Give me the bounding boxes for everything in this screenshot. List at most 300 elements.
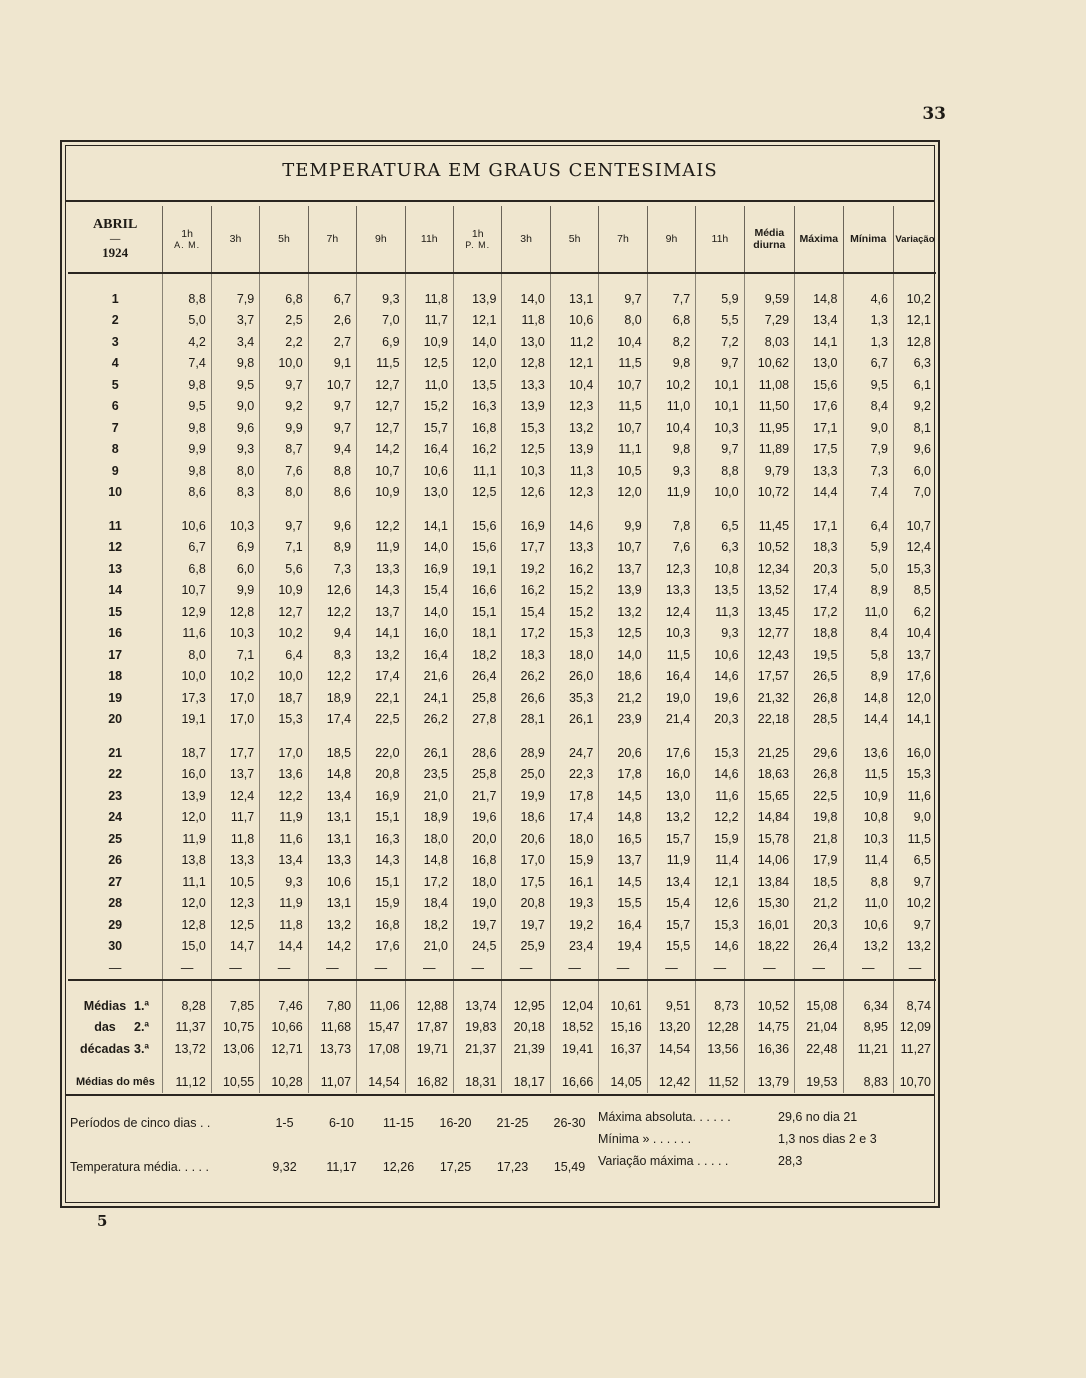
table-cell: 8,95 [843,1017,893,1039]
table-cell: 26,1 [550,709,598,731]
table-cell: 7,6 [647,537,695,559]
table-row [68,396,936,418]
table-cell: 15,9 [550,850,598,872]
page-number: 33 [922,104,946,124]
table-cell: 11,9 [260,807,308,829]
table-cell: 6,0 [211,558,259,580]
col-label: Média [754,227,785,239]
spacer-cell [163,1060,211,1072]
table-cell: 14,3 [357,580,405,602]
table-cell: 9,6 [211,417,259,439]
table-cell: 13,45 [744,601,794,623]
temp-media-row [70,1160,598,1174]
table-cell: 17,5 [795,439,843,461]
table-cell: 9,2 [260,396,308,418]
table-cell: 8,0 [599,310,647,332]
table-cell: 23,9 [599,709,647,731]
table-cell: 13,1 [550,273,598,310]
table-cell: 16,82 [405,1072,453,1094]
table-cell: 12,6 [696,893,744,915]
table-cell: 10,7 [599,417,647,439]
table-cell: 9,3 [211,439,259,461]
table-cell: 12,0 [599,482,647,504]
table-cell: — [308,957,356,980]
header-month [68,206,163,273]
table-cell: 15,4 [647,893,695,915]
table-cell: 11,5 [599,396,647,418]
table-cell: — [744,957,794,980]
table-cell: 11,1 [453,460,501,482]
table-cell: 9,5 [211,374,259,396]
table-cell: 10,6 [308,871,356,893]
table-cell: 19,8 [795,807,843,829]
table-cell: 14,0 [453,331,501,353]
table-cell: 17,4 [550,807,598,829]
table-cell: 12,95 [502,981,550,1017]
table-cell: 15,0 [163,936,211,958]
table-cell: 22,18 [744,709,794,731]
table-cell: 19,2 [502,558,550,580]
table-cell: 16,4 [599,914,647,936]
header-minima [843,206,893,273]
table-cell: 1,3 [843,310,893,332]
table-cell: 26,4 [453,666,501,688]
table-cell: 16,5 [599,828,647,850]
spacer-cell [599,503,647,515]
table-cell: 10,1 [696,396,744,418]
table-cell: 35,3 [550,687,598,709]
table-cell: 10,6 [550,310,598,332]
decada-word: das [94,1020,116,1035]
table-cell: 11,45 [744,515,794,537]
table-cell: 18,7 [260,687,308,709]
table-cell: 20,6 [502,828,550,850]
header-5h [260,206,308,273]
table-cell: 13,84 [744,871,794,893]
table-cell: 13,4 [795,310,843,332]
header-11h [405,206,453,273]
table-cell: 15,9 [696,828,744,850]
table-cell: 10,8 [696,558,744,580]
spacer-cell [211,503,259,515]
temp-media-cell: 17,25 [439,1160,472,1174]
table-cell: 14,1 [795,331,843,353]
table-cell: 15,5 [647,936,695,958]
table-row [68,331,936,353]
table-cell: — [260,957,308,980]
table-cell: 15,3 [550,623,598,645]
table-cell: 8,28 [163,981,211,1017]
table-cell: 26,2 [405,709,453,731]
table-cell: 13,72 [163,1038,211,1060]
table-row [68,742,936,764]
table-cell: 11,52 [696,1072,744,1094]
min-row [598,1128,928,1150]
table-cell: 10,4 [550,374,598,396]
table-cell: 13,4 [647,871,695,893]
table-cell: 9,5 [163,396,211,418]
table-cell: 12,2 [260,785,308,807]
period-cell: 26-30 [553,1116,586,1130]
table-cell: 8,4 [843,396,893,418]
spacer-cell [308,1060,356,1072]
table-cell: 12,5 [405,353,453,375]
table-cell: 8,73 [696,981,744,1017]
max-abs-row [598,1106,928,1128]
am-label: A. M. [174,240,201,250]
table-row [68,828,936,850]
table-row [68,273,936,310]
month-dash: — [109,233,121,245]
signature-number: 5 [97,1212,108,1230]
table-cell: 8,83 [843,1072,893,1094]
table-cell: 17,6 [647,742,695,764]
table-cell: 17,2 [795,601,843,623]
table-cell: 12,9 [163,601,211,623]
col-label: Variação [895,234,935,245]
decada-row [68,981,936,1017]
table-cell: 19,71 [405,1038,453,1060]
table-cell: 13,7 [211,764,259,786]
table-cell: 12,3 [550,396,598,418]
table-cell: 6,8 [163,558,211,580]
table-cell: 12,2 [696,807,744,829]
table-cell: 21,32 [744,687,794,709]
table-cell: 19,7 [453,914,501,936]
header-3h [211,206,259,273]
table-cell: 17,6 [893,666,936,688]
table-cell: 14,4 [260,936,308,958]
col-label: 5h [278,233,290,245]
table-cell: 11,21 [843,1038,893,1060]
spacer-cell [357,730,405,742]
table-cell: — [405,957,453,980]
col-label: 3h [229,233,242,245]
table-cell: 12,4 [647,601,695,623]
period-cell: 16-20 [439,1116,472,1130]
table-cell: 10,52 [744,981,794,1017]
table-cell: — [550,957,598,980]
table-cell: 18,5 [308,742,356,764]
table-cell: 2,6 [308,310,356,332]
table-cell: 10,3 [647,623,695,645]
table-cell: 12,1 [550,353,598,375]
table-cell: 12,6 [502,482,550,504]
spacer-cell [502,1060,550,1072]
table-cell: 17,9 [795,850,843,872]
table-cell: 17,08 [357,1038,405,1060]
header-maxima [795,206,843,273]
table-cell: 18,52 [550,1017,598,1039]
table-cell: 13,0 [795,353,843,375]
table-cell: 18,0 [550,644,598,666]
table-cell: 13,2 [357,644,405,666]
table-cell: 28,1 [502,709,550,731]
table-cell: 10,6 [696,644,744,666]
table-cell: 20,3 [696,709,744,731]
table-cell: 9,79 [744,460,794,482]
table-cell: 14,4 [843,709,893,731]
table-cell: 16,36 [744,1038,794,1060]
table-cell: 14,3 [357,850,405,872]
decada-row [68,1017,936,1039]
table-cell: 8,9 [843,580,893,602]
table-row [68,460,936,482]
table-cell: 13,1 [308,828,356,850]
table-cell: 26,5 [795,666,843,688]
table-cell: 9,7 [893,914,936,936]
table-cell: 16,0 [647,764,695,786]
table-cell: 17,8 [599,764,647,786]
table-cell: 12,0 [163,893,211,915]
table-row [68,374,936,396]
table-cell: 12,1 [453,310,501,332]
table-cell: 11,12 [163,1072,211,1094]
table-cell: 4,2 [163,331,211,353]
table-cell: 15,1 [357,807,405,829]
table-cell: 13,5 [696,580,744,602]
spacer-cell [357,1060,405,1072]
table-cell: 12,3 [550,482,598,504]
table-cell: 14,0 [405,537,453,559]
table-cell: 11,9 [163,828,211,850]
table-cell: 17,3 [163,687,211,709]
table-cell: 14,54 [647,1038,695,1060]
table-cell: 18,4 [405,893,453,915]
table-cell: 22 [108,767,123,782]
table-cell: 11,7 [211,807,259,829]
spacer-cell [502,503,550,515]
table-cell: 10,3 [211,623,259,645]
table-cell: 12,4 [893,537,936,559]
table-cell: 15,1 [453,601,501,623]
var-label: Variação máxima . . . . . [598,1154,729,1168]
table-cell: 23 [108,788,123,803]
spacer-cell [795,503,843,515]
periods-label: Períodos de cinco dias . . [70,1116,211,1130]
table-cell: 29,6 [795,742,843,764]
table-cell: 17,2 [405,871,453,893]
table-cell: 15,3 [893,558,936,580]
table-cell: 13,0 [405,482,453,504]
table-cell: 17,0 [211,709,259,731]
table-cell: 15,3 [260,709,308,731]
table-cell: 9,0 [843,417,893,439]
table-cell: — [599,957,647,980]
table-cell: 15,08 [795,981,843,1017]
spacer-cell [453,730,501,742]
table-cell: 12,6 [308,580,356,602]
table-cell: — [108,961,122,975]
table-cell: 14,5 [599,871,647,893]
table-cell: 8,8 [843,871,893,893]
table-cell: 12,1 [893,310,936,332]
table-cell: 10,61 [599,981,647,1017]
table-cell: 5,6 [260,558,308,580]
table-cell: 14,0 [599,644,647,666]
table-cell: 20,8 [502,893,550,915]
decada-label [68,1038,163,1060]
table-cell: 12,4 [211,785,259,807]
table-cell: 9,8 [211,353,259,375]
table-cell: 12,88 [405,981,453,1017]
spacer-cell [260,1060,308,1072]
table-row [68,601,936,623]
table-cell: 13,3 [357,558,405,580]
table-cell: 2 [111,313,119,328]
table-cell: 18,8 [795,623,843,645]
table-cell: 15,3 [696,914,744,936]
table-row [68,439,936,461]
table-cell: 15,6 [795,374,843,396]
table-cell: 6,7 [163,537,211,559]
spacer-cell [696,1060,744,1072]
table-row [68,417,936,439]
table-cell: 16,4 [647,666,695,688]
table-cell: 14,6 [696,936,744,958]
spacer-cell [308,730,356,742]
table-cell: 10,1 [696,374,744,396]
table-cell: 15,7 [647,914,695,936]
table-cell: 19,83 [453,1017,501,1039]
table-cell: 3 [111,334,119,349]
table-cell: 13,4 [308,785,356,807]
table-cell: 10,0 [163,666,211,688]
table-cell: 28,5 [795,709,843,731]
table-cell: 16,8 [357,914,405,936]
col-label: 11h [711,233,729,245]
table-cell: 17 [108,647,123,662]
table-cell: 11,8 [405,273,453,310]
table-cell: 13 [108,561,123,576]
header-variacao [893,206,936,273]
table-cell: 10,6 [405,460,453,482]
table-cell: 13,6 [843,742,893,764]
table-cell: 8,0 [260,482,308,504]
table-cell: 12,2 [357,515,405,537]
table-cell: 15,47 [357,1017,405,1039]
table-row [68,709,936,731]
spacer-cell [260,730,308,742]
table-cell: 9,7 [696,439,744,461]
table-cell: 19,1 [163,709,211,731]
table-cell: 7,4 [843,482,893,504]
table-cell: 14,6 [696,764,744,786]
group-spacer [68,730,936,742]
table-cell: 9,8 [163,460,211,482]
col-label: 11h [420,233,438,245]
table-cell: 10,8 [843,807,893,829]
table-cell: 16,0 [405,623,453,645]
max-abs-value: 29,6 no dia 21 [778,1110,858,1124]
table-cell: 6,2 [893,601,936,623]
table-cell: 10,5 [599,460,647,482]
spacer-cell [405,730,453,742]
table-cell: 16,9 [405,558,453,580]
table-cell: 10,28 [260,1072,308,1094]
table-row [68,537,936,559]
table-cell: 21,04 [795,1017,843,1039]
table-cell: 18,63 [744,764,794,786]
table-cell: 8,74 [893,981,936,1017]
table-cell: 22,5 [357,709,405,731]
spacer-cell [843,730,893,742]
table-cell: 7,4 [163,353,211,375]
table-cell: 8,4 [843,623,893,645]
table-cell: 21,39 [502,1038,550,1060]
table-cell: 12,8 [163,914,211,936]
table-cell: — [843,957,893,980]
table-cell: — [696,957,744,980]
table-cell: 7,7 [647,273,695,310]
table-cell: 28 [108,896,123,911]
table-cell: 12,71 [260,1038,308,1060]
table-cell: 10,4 [599,331,647,353]
table-cell: 16,66 [550,1072,598,1094]
table-cell: 9,4 [308,623,356,645]
table-cell: 8,8 [696,460,744,482]
table-cell: 9,7 [308,396,356,418]
table-cell: 13,0 [502,331,550,353]
table-cell: 10,2 [893,893,936,915]
summary-footer [70,1102,932,1202]
spacer-cell [68,1060,163,1072]
table-cell: 26,0 [550,666,598,688]
table-cell: 12,3 [647,558,695,580]
table-cell: 11,5 [599,353,647,375]
temp-media-cell: 11,17 [326,1160,357,1174]
table-cell: 4,6 [843,273,893,310]
table-cell: 11,8 [211,828,259,850]
table-cell: 14,2 [357,439,405,461]
table-cell: 13,2 [893,936,936,958]
table-cell: 12,8 [502,353,550,375]
table-row [68,623,936,645]
table-cell: 22,48 [795,1038,843,1060]
table-cell: 11,8 [260,914,308,936]
table-cell: 15,2 [405,396,453,418]
table-cell: 8,8 [308,460,356,482]
table-cell: 26,8 [795,687,843,709]
table-cell: 7,9 [843,439,893,461]
table-row [68,936,936,958]
table-cell: 14,7 [211,936,259,958]
table-cell: 15,6 [453,515,501,537]
var-value: 28,3 [778,1154,803,1168]
table-cell: 5 [111,377,119,392]
table-cell: 2,5 [260,310,308,332]
table-cell: 19,1 [453,558,501,580]
table-cell: 15,3 [696,742,744,764]
table-cell: 10,5 [211,871,259,893]
table-cell: 14,8 [795,273,843,310]
table-cell: 9,3 [260,871,308,893]
table-cell: 12,2 [308,601,356,623]
table-cell: 15,9 [357,893,405,915]
spacer-cell [211,1060,259,1072]
table-cell: 9,7 [696,353,744,375]
table-cell: 13,2 [550,417,598,439]
table-cell: 18,1 [453,623,501,645]
table-cell: 11,89 [744,439,794,461]
table-cell: 11,0 [843,893,893,915]
table-cell: 12,42 [647,1072,695,1094]
table-cell: 18,0 [405,828,453,850]
table-cell: 25,8 [453,687,501,709]
table-cell: 7,1 [211,644,259,666]
table-cell: — [211,957,259,980]
col-label: 1h [181,228,193,240]
